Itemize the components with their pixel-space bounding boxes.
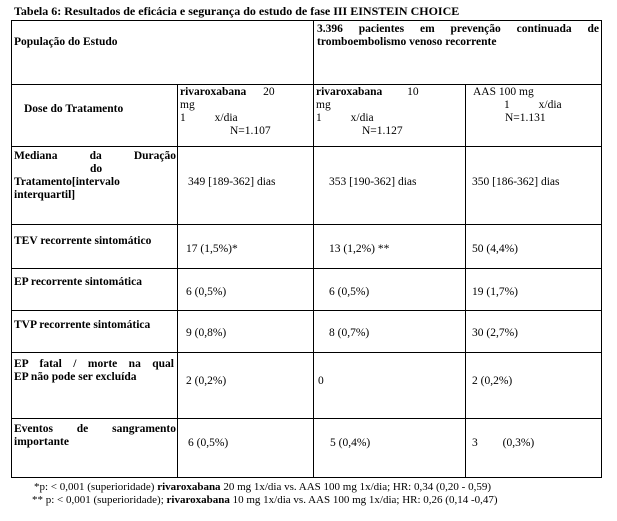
dose-col2-n: N=1.127 bbox=[362, 125, 403, 137]
cell-value: 30 (2,7%) bbox=[472, 327, 518, 339]
dose-col3 bbox=[473, 86, 598, 125]
cell-value: 9 (0,8%) bbox=[186, 327, 227, 339]
dose-col2-freq-n: 1 bbox=[316, 112, 322, 124]
population-value-line2: tromboembolismo venoso recorrente bbox=[317, 36, 497, 48]
dose-col2-drug: rivaroxabana bbox=[316, 86, 383, 98]
col-divider bbox=[313, 84, 314, 478]
footnote-1-drug: rivaroxabana bbox=[157, 481, 221, 493]
dose-col2-line1 bbox=[316, 86, 461, 99]
col-divider bbox=[177, 84, 178, 478]
row-label-ep-fatal bbox=[14, 358, 174, 384]
dose-col2 bbox=[316, 86, 461, 138]
row-divider bbox=[11, 418, 602, 419]
cell-value bbox=[472, 437, 534, 450]
footnote-2-prefix: ** p: < 0,001 (superioridade); bbox=[32, 494, 167, 506]
row-divider bbox=[11, 146, 602, 147]
dose-col1 bbox=[180, 86, 310, 138]
dose-col1-freq-line bbox=[180, 112, 310, 125]
table-border-top bbox=[11, 20, 602, 21]
dose-col1-unit: mg bbox=[180, 99, 195, 111]
dose-col1-amount: 20 bbox=[263, 86, 275, 98]
cell-value: 17 (1,5%)* bbox=[186, 243, 238, 255]
footnote-1-suffix: 20 mg 1x/dia vs. AAS 100 mg 1x/dia; HR: 0,34 (0,20 - 0,59) bbox=[220, 481, 491, 493]
cell-value: 19 (1,7%) bbox=[472, 286, 518, 298]
cell-value-count: 3 bbox=[472, 437, 478, 449]
cell-value: 2 (0,2%) bbox=[472, 375, 513, 387]
row-divider bbox=[11, 84, 602, 85]
cell-value: 2 (0,2%) bbox=[186, 375, 227, 387]
footnote-1 bbox=[34, 481, 491, 493]
cell-value: 6 (0,5%) bbox=[329, 286, 370, 298]
cell-value: 13 (1,2%) ** bbox=[329, 243, 390, 255]
dose-col3-freq-line bbox=[504, 99, 598, 112]
population-label: População do Estudo bbox=[14, 36, 118, 48]
population-value-line1: 3.396 pacientes em prevenção continuada de bbox=[317, 23, 599, 35]
row-label-line: interquartil] bbox=[14, 189, 76, 201]
cell-value: 5 (0,4%) bbox=[330, 437, 371, 449]
dose-col1-freq: x/dia bbox=[214, 112, 238, 124]
dose-col3-n: N=1.131 bbox=[505, 112, 546, 124]
footnote-2-suffix: 10 mg 1x/dia vs. AAS 100 mg 1x/dia; HR: 0,26 (0,14 -0,47) bbox=[229, 494, 498, 506]
dose-col1-n: N=1.107 bbox=[230, 125, 271, 137]
table-border-bottom bbox=[11, 477, 602, 478]
row-label-tvp: TVP recorrente sintomática bbox=[14, 319, 151, 331]
dose-col2-amount: 10 bbox=[407, 86, 419, 98]
dose-col3-freq: x/dia bbox=[538, 99, 562, 111]
cell-value-pct: (0,3%) bbox=[502, 437, 535, 449]
row-divider bbox=[11, 268, 602, 269]
dose-col2-freq: x/dia bbox=[350, 112, 374, 124]
cell-value: 8 (0,7%) bbox=[329, 327, 370, 339]
col-divider bbox=[465, 84, 466, 478]
cell-value: 50 (4,4%) bbox=[472, 243, 518, 255]
row-label-sangramento bbox=[14, 423, 176, 449]
table-title: Tabela 6: Resultados de eficácia e segurança do estudo de fase III EINSTEIN CHOICE bbox=[14, 4, 460, 18]
dose-col2-unit: mg bbox=[316, 99, 331, 111]
row-label-mediana bbox=[14, 150, 176, 202]
cell-value: 6 (0,5%) bbox=[186, 286, 227, 298]
cell-value: 349 [189-362] dias bbox=[188, 176, 276, 188]
table-border-right bbox=[601, 20, 602, 478]
row-label-ep: EP recorrente sintomática bbox=[14, 276, 142, 288]
row-label-line: EP fatal / morte na qual bbox=[14, 358, 174, 370]
cell-value: 6 (0,5%) bbox=[188, 437, 229, 449]
dose-label: Dose do Tratamento bbox=[24, 103, 124, 115]
row-label-line: Eventos de sangramento bbox=[14, 423, 176, 435]
row-label-line: do bbox=[90, 163, 103, 175]
dose-col3-freq-n: 1 bbox=[504, 99, 510, 111]
row-label-line: Tratamento[intervalo bbox=[14, 176, 120, 188]
row-divider bbox=[11, 352, 602, 353]
dose-col1-drug: rivaroxabana bbox=[180, 86, 247, 98]
row-label-tev: TEV recorrente sintomático bbox=[14, 235, 152, 247]
dose-col1-freq-n: 1 bbox=[180, 112, 186, 124]
row-divider bbox=[11, 310, 602, 311]
dose-col3-drug: AAS 100 mg bbox=[473, 86, 534, 98]
col-divider bbox=[313, 20, 314, 85]
cell-value: 353 [190-362] dias bbox=[329, 176, 417, 188]
table-border-left bbox=[11, 20, 12, 478]
cell-value: 0 bbox=[318, 375, 324, 387]
row-divider bbox=[11, 224, 602, 225]
population-value bbox=[317, 23, 599, 49]
footnote-1-prefix: *p: < 0,001 (superioridade) bbox=[34, 481, 158, 493]
row-label-line: Mediana da Duração bbox=[14, 150, 176, 162]
footnote-2-drug: rivaroxabana bbox=[166, 494, 230, 506]
dose-col2-freq-line bbox=[316, 112, 461, 125]
row-label-line: EP não pode ser excluída bbox=[14, 371, 137, 383]
footnote-2 bbox=[32, 494, 498, 506]
row-label-line: importante bbox=[14, 436, 69, 448]
dose-col1-line1 bbox=[180, 86, 310, 99]
cell-value: 350 [186-362] dias bbox=[472, 176, 560, 188]
